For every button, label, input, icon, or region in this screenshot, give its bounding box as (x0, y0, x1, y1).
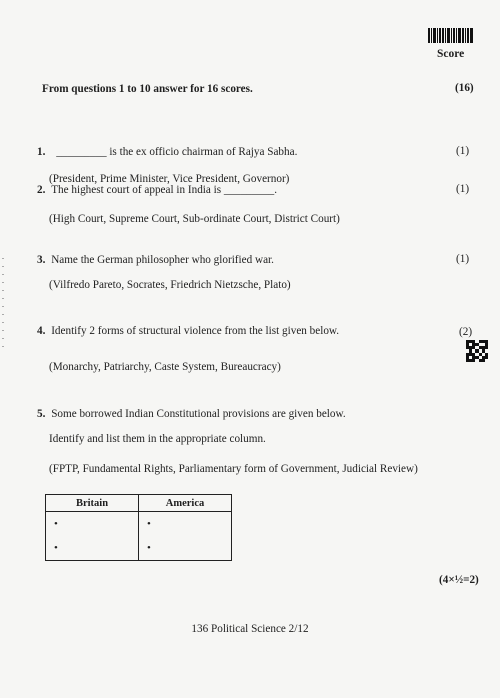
question-number: 4. (37, 325, 46, 337)
question-number: 2. (37, 184, 46, 196)
page-footer: 136 Political Science 2/12 (191, 623, 309, 635)
question-5 (37, 407, 346, 421)
question-text: _________ is the ex officio chairman of Rajya Sabha. (56, 146, 298, 158)
question-text: Some borrowed Indian Constitutional provisions are given below. (51, 408, 346, 420)
total-marks: (16) (455, 82, 474, 94)
score-label: Score (437, 48, 465, 60)
question-1-options: (President, Prime Minister, Vice President, Governor) (49, 173, 290, 185)
question-2-marks: (1) (456, 183, 470, 195)
bullet: • (147, 542, 151, 554)
question-text: Name the German philosopher who glorified war. (51, 254, 274, 266)
bullet: • (54, 542, 58, 554)
question-1-marks: (1) (456, 145, 470, 157)
question-1 (37, 145, 297, 159)
question-5-marks: (4×½=2) (439, 574, 479, 586)
america-cell[interactable] (139, 512, 232, 561)
question-2 (37, 183, 277, 197)
question-number: 3. (37, 254, 46, 266)
table-header-britain: Britain (46, 495, 139, 512)
margin-dots (2, 258, 4, 348)
question-3-marks: (1) (456, 253, 470, 265)
question-3-options: (Vilfredo Pareto, Socrates, Friedrich Nietzsche, Plato) (49, 279, 291, 291)
question-text: The highest court of appeal in India is _________. (51, 184, 278, 196)
question-5-options: (FPTP, Fundamental Rights, Parliamentary form of Government, Judicial Review) (49, 463, 418, 475)
question-4 (37, 324, 339, 338)
question-3 (37, 253, 274, 267)
barcode (428, 28, 478, 43)
question-4-options: (Monarchy, Patriarchy, Caste System, Bureaucracy) (49, 361, 281, 373)
question-2-options: (High Court, Supreme Court, Sub-ordinate Court, District Court) (49, 213, 340, 225)
bullet: • (147, 518, 151, 530)
bullet: • (54, 518, 58, 530)
question-number: 1. (37, 146, 46, 158)
question-text: Identify 2 forms of structural violence from the list given below. (51, 325, 340, 337)
question-number: 5. (37, 408, 46, 420)
britain-cell[interactable] (46, 512, 139, 561)
question-4-marks: (2) (459, 326, 473, 338)
table-header-america: America (139, 495, 232, 512)
answer-table (45, 494, 232, 561)
instruction: From questions 1 to 10 answer for 16 scores. (42, 83, 253, 95)
question-5-text-2: Identify and list them in the appropriate column. (49, 433, 266, 445)
qr-code (466, 340, 488, 362)
